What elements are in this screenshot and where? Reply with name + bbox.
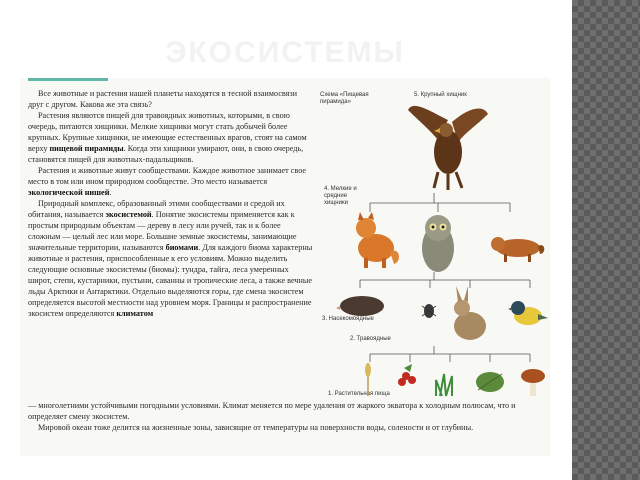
paragraph-1: Все животные и растения нашей планеты находятся в тесной взаимосвязи друг с другом. Какова же эта связь?	[28, 89, 298, 109]
slide-title: ЭКОСИСТЕМЫ	[165, 36, 405, 69]
owl-illustration	[418, 212, 458, 274]
paragraph-4-text: Природный комплекс, образованный этими сообществами и средой их обитания, называется	[28, 199, 285, 219]
bottom-text	[28, 400, 548, 433]
text-column	[28, 88, 314, 319]
fox-illustration	[346, 212, 402, 270]
level1-label: 1. Растительная пища	[328, 391, 390, 397]
climate-paragraph: — многолетними устойчивыми погодными условиями. Климат меняется по мере удаления от жаркого экватора к холодным полюсам, что и определяет смену экосистем.	[28, 401, 516, 421]
scheme-label: Схема «Пищевая пирамида»	[320, 92, 369, 105]
level2-label: 2. Травоядные	[350, 336, 391, 342]
level3-label: 3. Насекомоядные	[322, 316, 374, 322]
paragraph-4b-text: Понятие экосистемы применяется как к простым природным объектам — дереву в лесу или ручей, так и к более сложным — целый лес или море. Большие земные экосистемы, занимающие значительные территории, называются	[28, 210, 297, 252]
mushroom-plant	[521, 369, 545, 396]
paragraph-2	[28, 110, 314, 165]
term-niche: экологической нишей	[28, 188, 110, 197]
paragraph-4: Природный комплекс, образованный этими сообществами и средой их обитания, называется экосистемой. Понятие экосистемы применяется как к простым природным объектам — дереву в лесу или ручей, так и к более сложным — целый лес или море. Большие земные экосистемы, занимающие значительные территории, называются биомами. Для каждого биома характерны животные и растения, приспособленные к его условиям. Можно выделить следующие основные экосистемы (биомы): тундра, тайга, леса умеренных широт, степи, кустарники, пустыни, саванны и тропические леса, а также вечные льды Арктики и Антарктики. Отдельно выделяются горы, где смена экосистем определяется высотой местности над уровнем моря. Границы и распространение экосистем определяются климатом	[28, 199, 313, 318]
paragraph-2-text: Растения являются пищей для травоядных животных, которыми, в свою очередь, питаются хищники. Мелкие хищники могут стать добычей более крупных. Крупные хищники, не имеющие естественных врагов, стоят на самом верху	[28, 111, 307, 153]
level5-label: 5. Крупный хищник	[414, 92, 467, 98]
bird-illustration	[508, 296, 548, 330]
eagle-illustration	[408, 100, 488, 192]
grass-plant	[436, 374, 452, 396]
term-climate: климатом	[116, 309, 154, 318]
accent-bar	[28, 78, 108, 81]
paragraph-3-text: Растения и животные живут сообществами. Каждое животное занимает свое место в том или ином природном сообществе. Это место называется	[28, 166, 307, 186]
wheat-plant	[365, 363, 371, 396]
term-ecosystem: экосистемой	[105, 210, 152, 219]
weasel-illustration	[488, 228, 546, 264]
term-biomes: биомами	[165, 243, 199, 252]
leaf-plant	[476, 372, 504, 392]
beetle-illustration	[420, 300, 438, 320]
hare-illustration	[448, 286, 490, 344]
berries-plant	[398, 364, 416, 386]
decorative-side-strip	[572, 0, 640, 480]
level4-label: 4. Мелкие и средние хищники	[324, 186, 357, 206]
food-pyramid-diagram	[320, 88, 548, 400]
ocean-paragraph: Мировой океан тоже делится на жизненные зоны, зависящие от температуры на поверхности воды, солености и от глубины.	[38, 423, 474, 432]
term-food-pyramid: пищевой пирамиды	[49, 144, 124, 153]
paragraph-3: Растения и животные живут сообществами. Каждое животное занимает свое место в том или ином природном сообществе. Это место называется экологической нишей.	[28, 166, 307, 197]
paragraph-2-tail: . Когда эти хищники умирают, они, в свою очередь, становятся пищей для животных-падальщиков.	[28, 144, 304, 164]
paragraph-4c-text: Для каждого биома характерны животные и растения, приспособленные к его условиям. Можно выделить следующие основные экосистемы (биомы): тундра, тайга, леса умеренных широт, степи, кустарники, пустыни, саванны и тропические леса, а также вечные льды Арктики и Антарктики. Отдельно выделяются горы, где смена экосистем определяется высотой местности над уровнем моря. Границы и распространение экосистем определяются	[28, 243, 313, 318]
textbook-page	[20, 78, 550, 456]
mole-illustration	[336, 292, 388, 318]
plants-illustration	[348, 362, 548, 398]
